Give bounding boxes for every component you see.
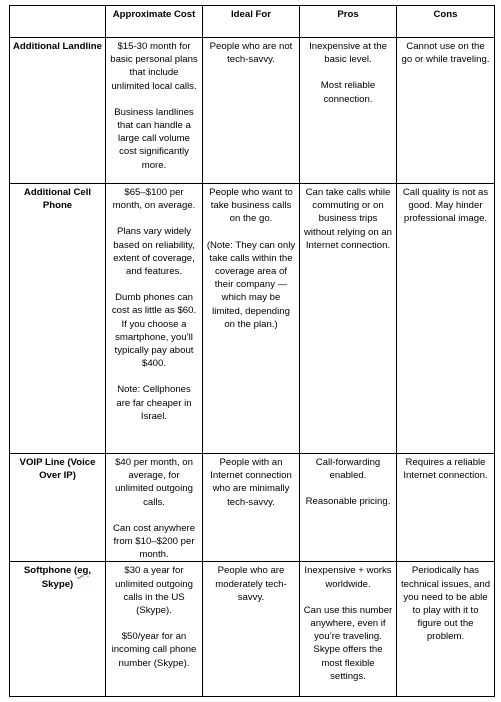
paragraph-gap <box>109 617 199 630</box>
pros-cell <box>300 562 397 697</box>
pros-text: Reasonable pricing. <box>305 496 391 508</box>
cons-text: Requires a reliable Internet connection. <box>403 457 488 482</box>
ideal-for-cell <box>203 454 300 562</box>
pros-cell <box>300 454 397 562</box>
pros-cell <box>300 38 397 184</box>
paragraph-gap <box>109 278 199 291</box>
ideal-for-cell <box>203 184 300 454</box>
cons-cell <box>397 38 495 184</box>
paragraph-gap <box>206 226 296 239</box>
cost-text: $65–$100 per month, on average. <box>112 187 196 212</box>
paragraph-gap <box>109 212 199 225</box>
pros-text: Most reliable connection. <box>320 80 376 105</box>
pros-text: Call-forwarding enabled. <box>315 457 381 482</box>
cost-cell <box>106 38 203 184</box>
table-row <box>10 562 495 697</box>
ideal-for-text: People with an Internet connection who are minimally tech-savvy. <box>210 457 292 508</box>
table-row <box>10 184 495 454</box>
cons-text: Periodically has technical issues, and you need to be able to play with it to figure out the problem. <box>400 565 491 643</box>
cost-text: $15-30 month for basic personal plans that include unlimited local calls. <box>110 41 198 92</box>
ideal-for-text: People who want to take business calls on the go. <box>209 187 293 225</box>
cost-text: Dumb phones can cost as little as $60. If you choose a smartphone, you’ll typically pay about $400. <box>111 292 197 370</box>
pros-text: Inexpensive at the basic level. <box>309 41 387 66</box>
ideal-for-text: People who are not tech-savvy. <box>209 41 293 66</box>
cons-cell <box>397 184 495 454</box>
table-row <box>10 454 495 562</box>
cost-text: $50/year for an incoming call phone number (Skype). <box>111 631 197 669</box>
row-header-additional-landline: Additional Landline <box>10 38 106 184</box>
pros-cell <box>300 184 397 454</box>
header-ideal-for: Ideal For <box>203 6 300 38</box>
row-header-softphone <box>10 562 106 697</box>
cost-cell <box>106 454 203 562</box>
header-cons: Cons <box>397 6 495 38</box>
cost-text: Can cost anywhere from $10–$200 per month. <box>112 522 196 561</box>
pros-text: Inexpensive + works worldwide. <box>304 565 392 590</box>
cost-text: $30 a year for unlimited outgoing calls in the US (Skype). <box>115 565 193 617</box>
header-approximate-cost: Approximate Cost <box>106 6 203 38</box>
paragraph-gap <box>303 591 393 604</box>
comparison-table <box>9 5 495 697</box>
cons-text: Call quality is not as good. May hinder professional image. <box>402 187 489 225</box>
header-pros: Pros <box>300 6 397 38</box>
pros-text: Can take calls while commuting or on business trips without relying on an Internet connection. <box>304 187 392 251</box>
misspelled-word: eg <box>77 565 89 577</box>
paragraph-gap <box>109 509 199 522</box>
paragraph-gap <box>109 93 199 106</box>
cost-text: Business landlines that can handle a large call volume cost significantly more. <box>114 106 194 171</box>
cost-cell <box>106 184 203 454</box>
softphone-label-end: , Skype) <box>41 565 92 590</box>
cost-text: Note: Cellphones are far cheaper in Israel. <box>116 384 192 422</box>
row-header-voip-line: VOIP Line (Voice Over IP) <box>10 454 106 562</box>
paragraph-gap <box>303 482 393 495</box>
pros-text: Can use this number anywhere, even if you’re traveling. Skype offers the most flexible settings. <box>303 604 393 682</box>
cost-text: Plans vary widely based on reliability, extent of coverage, and features. <box>113 226 195 278</box>
table-row <box>10 38 495 184</box>
paragraph-gap <box>109 370 199 383</box>
cons-cell <box>397 562 495 697</box>
cost-text: $40 per month, on average, for unlimited outgoing calls. <box>115 457 193 508</box>
ideal-for-cell <box>203 38 300 184</box>
softphone-label-start: Softphone ( <box>23 565 78 577</box>
header-row <box>10 6 495 38</box>
ideal-for-text: People who are moderately tech-savvy. <box>215 565 287 603</box>
cons-text: Cannot use on the go or while traveling. <box>401 41 490 66</box>
paragraph-gap <box>303 66 393 79</box>
ideal-for-cell <box>203 562 300 697</box>
cons-cell <box>397 454 495 562</box>
row-header-additional-cell-phone: Additional Cell Phone <box>10 184 106 454</box>
header-blank-cell <box>10 6 106 38</box>
cost-cell <box>106 562 203 697</box>
ideal-for-text: (Note: They can only take calls within the coverage area of their company — which may be limited, depending on the plan.) <box>206 239 296 330</box>
